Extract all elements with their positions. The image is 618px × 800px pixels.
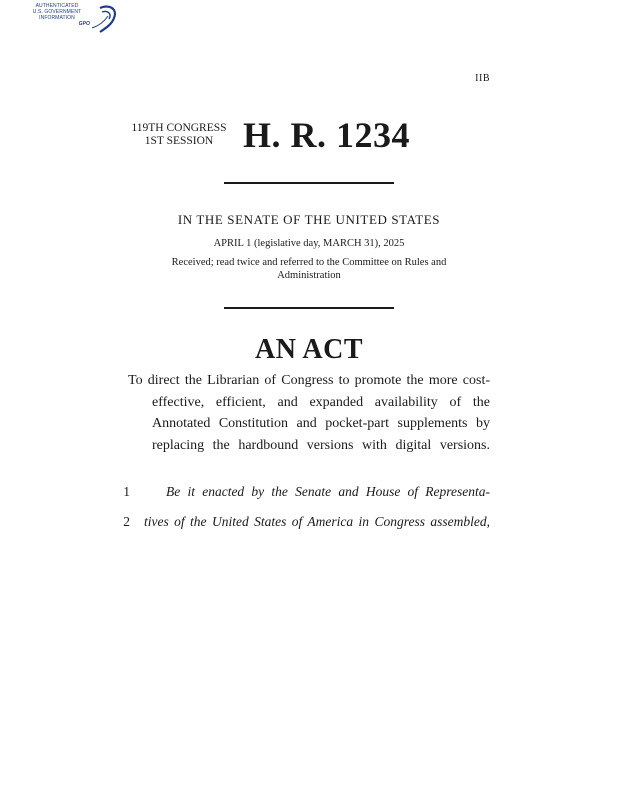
chamber-heading: IN THE SENATE OF THE UNITED STATES: [177, 212, 441, 227]
action-date-year: 31), 2025: [361, 238, 405, 249]
authentication-text: [22, 3, 92, 27]
gpo-mark: GPO: [78, 21, 90, 27]
purpose-statement: To direct the Librarian of Congress to promote the more cost-effective, efficient, and expanded availability of the Annotated Constitution and pocket-part supplements by replacing the hardbound versions with digital versions.: [128, 373, 490, 453]
bill-version-code: IIB: [475, 73, 490, 84]
divider-bottom: [224, 307, 394, 309]
auth-line-3: INFORMATION: [39, 15, 75, 21]
bill-line: [118, 484, 490, 504]
auth-line-1: AUTHENTICATED: [35, 3, 79, 9]
action-date-month: APRIL: [213, 238, 244, 249]
bill-line: [118, 514, 490, 534]
congress-label: 119TH CONGRESS: [131, 122, 227, 134]
line-number: 2: [123, 514, 130, 529]
action-date-legislative: 1 (legislative day,: [243, 238, 324, 249]
line-text: tives of the United States of America in Congress assembled,: [144, 514, 490, 529]
action-date-month-2: MARCH: [323, 238, 362, 249]
action-date: [0, 238, 618, 249]
divider-top: [224, 182, 394, 184]
line-number: 1: [123, 484, 130, 499]
auth-line-2: U.S. GOVERNMENT: [32, 9, 82, 15]
act-heading: AN ACT: [254, 334, 363, 365]
bill-number: H. R. 1234: [243, 115, 410, 155]
congress-session-block: [126, 122, 232, 148]
session-label: 1ST SESSION: [144, 135, 214, 147]
referral-text: Received; read twice and referred to the Committee on Rules and Administration: [171, 257, 447, 281]
line-text: Be it enacted by the Senate and House of Representa-: [166, 484, 490, 499]
